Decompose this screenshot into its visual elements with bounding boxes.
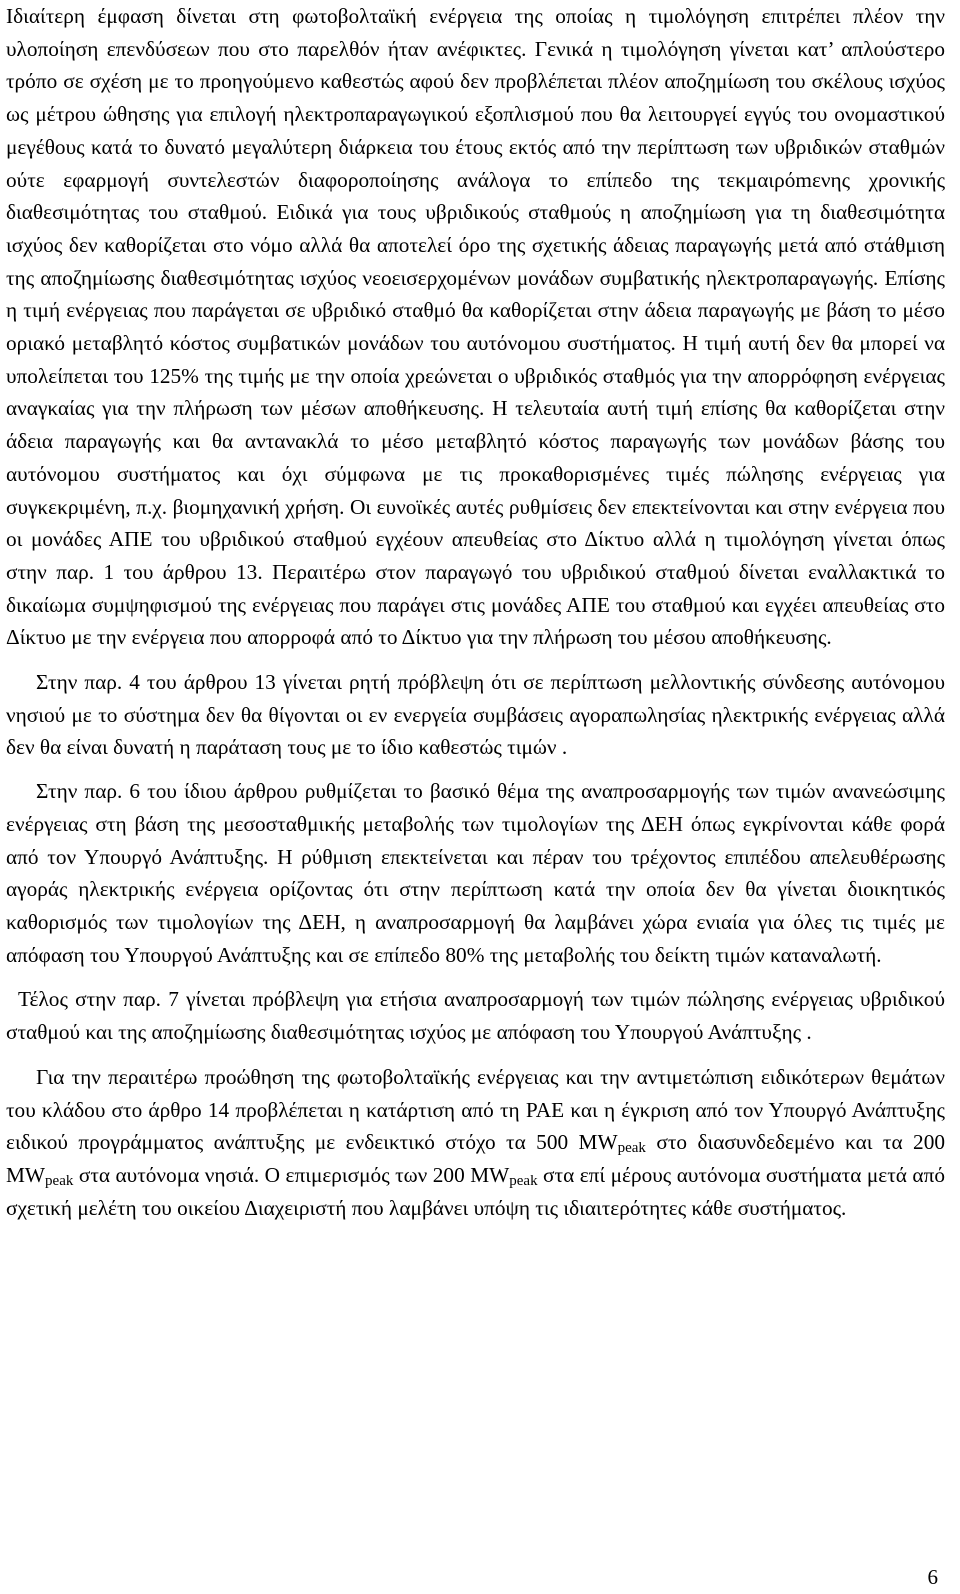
page-number: 6 bbox=[927, 1565, 938, 1589]
unit-subscript: peak bbox=[617, 1140, 646, 1157]
paragraph-article-13-par-7: Τέλος στην παρ. 7 γίνεται πρόβλεψη για ετήσια αναπροσαρμογή των τιμών πώλησης ενέργειας υβριδικού σταθμού και της αποζημίωσης διαθεσιμότητας ισχύος με απόφαση του Υπουργού Ανάπτυξης . bbox=[6, 987, 945, 1045]
paragraph-text-part: στο διασυνδεδεμένο και τα 200 MW bbox=[6, 1130, 945, 1187]
unit-subscript: peak bbox=[509, 1172, 538, 1189]
paragraph-text-part: Για την περαιτέρω προώθηση της φωτοβολταϊκής ενέργειας και την αντιμετώπιση ειδικότερων θεμάτων του κλάδου στο άρθρο 14 προβλέπεται η κατάρτιση από τη ΡΑΕ και η έγκριση από τον Υπουργό Ανάπτυξης ειδικού προγράμματος ανάπτυξης με ενδεικτικό στόχο τα 500 MW bbox=[6, 1064, 945, 1155]
paragraph-article-14-program bbox=[6, 1061, 945, 1225]
paragraph-article-13-par-6: Στην παρ. 6 του ίδιου άρθρου ρυθμίζεται το βασικό θέμα της αναπροσαρμογής των τιμών ανανεώσιμης ενέργειας στη βάση της μεσοσταθμικής μεταβολής των τιμολογίων της ΔΕΗ όπως εγκρίνονται κάθε φορά από τον Υπουργό Ανάπτυξης. Η ρύθμιση επεκτείνεται και πέραν του τρέχοντος επιπέδου απελευθέρωσης αγοράς ηλεκτρικής ενέργεια ορίζοντας ότι στην περίπτωση κατά την οποία δεν θα γίνεται διοικητικός καθορισμός των τιμολογίων της ΔΕΗ, η αναπροσαρμογή θα λαμβάνει χώρα ενιαία για όλες τις τιμές με απόφαση του Υπουργού Ανάπτυξης και σε επίπεδο 80% της μεταβολής του δείκτη τιμών καταναλωτή. bbox=[6, 779, 945, 967]
unit-subscript: peak bbox=[45, 1172, 74, 1189]
paragraph-text-part: στα επί μέρους αυτόνομα συστήματα μετά από σχετική μελέτη του οικείου Διαχειριστή που λαμβάνει υπόψη τις ιδιαιτερότητες κάθε συστήματος. bbox=[6, 1162, 945, 1220]
paragraph-text-part: στα αυτόνομα νησιά. Ο επιμερισμός των 200 MW bbox=[73, 1162, 510, 1187]
paragraph-photovoltaic-pricing: Ιδιαίτερη έμφαση δίνεται στη φωτοβολταϊκή ενέργεια της οποίας η τιμολόγηση επιτρέπει πλέον την υλοποίηση επενδύσεων που στο παρελθόν ήταν ανέφικτες. Γενικά η τιμολόγηση γίνεται κατ’ απλούστερο τρόπο σε σχέση με το προηγούμενο καθεστώς αφού δεν προβλέπεται πλέον αποζημίωση του σκέλους ισχύος ως μέτρου ώθησης για επιλογή ηλεκτροπαραγωγικού εξοπλισμού που θα λειτουργεί εγγύς του ονομαστικού μεγέθους κατά το δυνατό μεγαλύτερη διάρκεια του έτους εκτός από την περίπτωση των υβριδικών σταθμών ούτε εφαρμογή συντελεστών διαφοροποίησης ανάλογα το επίπεδο της τεκμαιρόmενης χρονικής διαθεσιμότητας του σταθμού. Ειδικά για τους υβριδικούς σταθμούς η αποζημίωση για τη διαθεσιμότητα ισχύος δεν καθορίζεται στο νόμο αλλά θα αποτελεί όρο της σχετικής άδειας παραγωγής μετά από στάθμιση της αποζημίωσης διαθεσιμότητας ισχύος νεοεισερχομένων μονάδων συμβατικής ηλεκτροπαραγωγής. Επίσης η τιμή ενέργειας που παράγεται σε υβριδικό σταθμό θα καθορίζεται στην άδεια παραγωγής με βάση το μέσο οριακό μεταβλητό κόστος συμβατικών μονάδων του αυτόνομου συστήματος. Η τιμή αυτή δεν θα μπορεί να υπολείπεται του 125% της τιμής με την οποία χρεώνεται ο υβριδικός σταθμός για την απορρόφηση ενέργειας αναγκαίας για την πλήρωση των μέσων αποθήκευσης. Η τελευταία αυτή τιμή επίσης θα καθορίζεται στην άδεια παραγωγής και θα αντανακλά το μέσο μεταβλητό κόστος παραγωγής των μονάδων βάσης του αυτόνομου συστήματος και όχι σύμφωνα με τις προκαθορισμένες τιμές πώλησης ενέργειας για συγκεκριμένη, π.χ. βιομηχανική χρήση. Οι ευνοϊκές αυτές ρυθμίσεις δεν επεκτείνονται και στην ενέργεια που οι μονάδες ΑΠΕ του υβριδικού σταθμού εγχέουν απευθείας στο Δίκτυο αλλά η τιμολόγηση γίνεται όπως στην παρ. 1 του άρθρου 13. Περαιτέρω στον παραγωγό του υβριδικού σταθμού δίνεται εναλλακτικά το δικαίωμα συμψηφισμού της ενέργειας που παράγει στις μονάδες ΑΠΕ του σταθμού και εγχέει απευθείας στο Δίκτυο με την ενέργεια που απορροφά από το Δίκτυο για την πλήρωση του μέσου αποθήκευσης. bbox=[6, 4, 945, 650]
document-page bbox=[6, 0, 945, 1224]
paragraph-article-13-par-4: Στην παρ. 4 του άρθρου 13 γίνεται ρητή πρόβλεψη ότι σε περίπτωση μελλοντικής σύνδεσης αυτόνομου νησιού με το σύστημα δεν θα θίγονται οι εν ενεργεία συμβάσεις αγοραπωλησίας ηλεκτρικής ενέργειας αλλά δεν θα είναι δυνατή η παράταση τους με το ίδιο καθεστώς τιμών . bbox=[6, 670, 945, 760]
